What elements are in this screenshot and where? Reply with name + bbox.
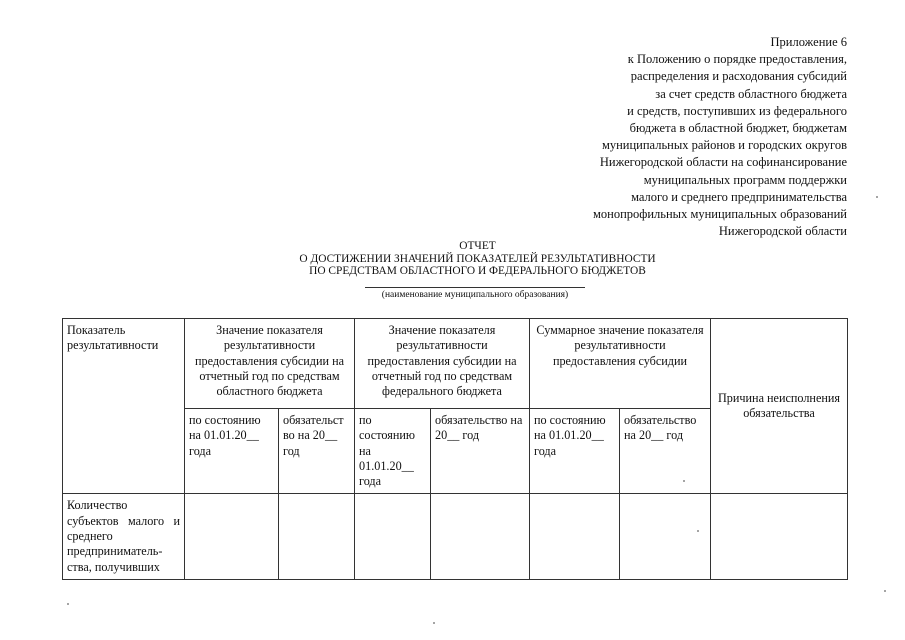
- appendix-line: бюджета в областной бюджет, бюджетам: [629, 121, 847, 136]
- appendix-line: монопрофильных муниципальных образований: [592, 207, 847, 222]
- appendix-line: муниципальных районов и городских округов: [601, 138, 847, 153]
- appendix-line: за счет средств областного бюджета: [655, 86, 847, 101]
- subheader-federal-status: [355, 409, 431, 494]
- municipality-caption: (наименование муниципального образования): [381, 290, 569, 300]
- header-federal-budget: Значение показателя результативности предоставления субсидии на отчетный год по средствам федерального бюджета: [355, 319, 530, 409]
- table-cell: [431, 494, 530, 580]
- appendix-line: и средств, поступивших из федерального: [627, 103, 847, 118]
- appendix-line: Приложение 6: [770, 35, 847, 49]
- subheader-regional-obligation: обязательст во на 20__ год: [279, 409, 355, 494]
- appendix-header: [487, 34, 847, 240]
- appendix-line: малого и среднего предпринимательства: [631, 189, 847, 204]
- table-cell: [711, 494, 848, 580]
- scan-speck: [876, 196, 878, 198]
- subheader-regional-status: по состоянию на 01.01.20__ года: [185, 409, 279, 494]
- row-label: Количество субъектов малого и среднего предприниматель-ства, получивших: [63, 494, 185, 580]
- table-cell: [355, 494, 431, 580]
- scan-speck: [67, 603, 69, 605]
- table-cell: [279, 494, 355, 580]
- scan-speck: [433, 622, 435, 624]
- appendix-line: распределения и расходования субсидий: [630, 69, 847, 84]
- report-title: [280, 240, 675, 278]
- header-indicator: Показатель результативности: [63, 319, 185, 494]
- scan-speck: [884, 590, 886, 592]
- report-title-line: ПО СРЕДСТВАМ ОБЛАСТНОГО И ФЕДЕРАЛЬНОГО БЮДЖЕТОВ: [309, 265, 646, 277]
- table-cell: [530, 494, 620, 580]
- subheader-federal-obligation: обязательство на 20__ год: [431, 409, 530, 494]
- appendix-line: Нижегородской области на софинансирование: [599, 155, 847, 170]
- scan-speck: [683, 480, 685, 482]
- appendix-line: к Положению о порядке предоставления,: [627, 52, 847, 67]
- subheader-total-obligation: обязательство на 20__ год: [620, 409, 711, 494]
- report-title-line: О ДОСТИЖЕНИИ ЗНАЧЕНИЙ ПОКАЗАТЕЛЕЙ РЕЗУЛЬТАТИВНОСТИ: [299, 252, 656, 265]
- municipality-name-line: [365, 287, 585, 288]
- table-cell: [185, 494, 279, 580]
- report-title-line: ОТЧЕТ: [459, 240, 496, 252]
- indicator-table: [62, 318, 848, 580]
- scan-speck: [697, 530, 699, 532]
- appendix-line: Нижегородской области: [718, 224, 847, 239]
- header-total-value: Суммарное значение показателя результативности предоставления субсидии: [530, 319, 711, 409]
- table-cell: [620, 494, 711, 580]
- header-reason: Причина неисполнения обязательства: [711, 319, 848, 494]
- subheader-total-status: по состоянию на 01.01.20__ года: [530, 409, 620, 494]
- subheader-federal-status-text: по состоянию на 01.01.20__ года: [359, 413, 415, 489]
- header-regional-budget: Значение показателя результативности предоставления субсидии на отчетный год по средствам областного бюджета: [185, 319, 355, 409]
- appendix-line: муниципальных программ поддержки: [643, 172, 847, 187]
